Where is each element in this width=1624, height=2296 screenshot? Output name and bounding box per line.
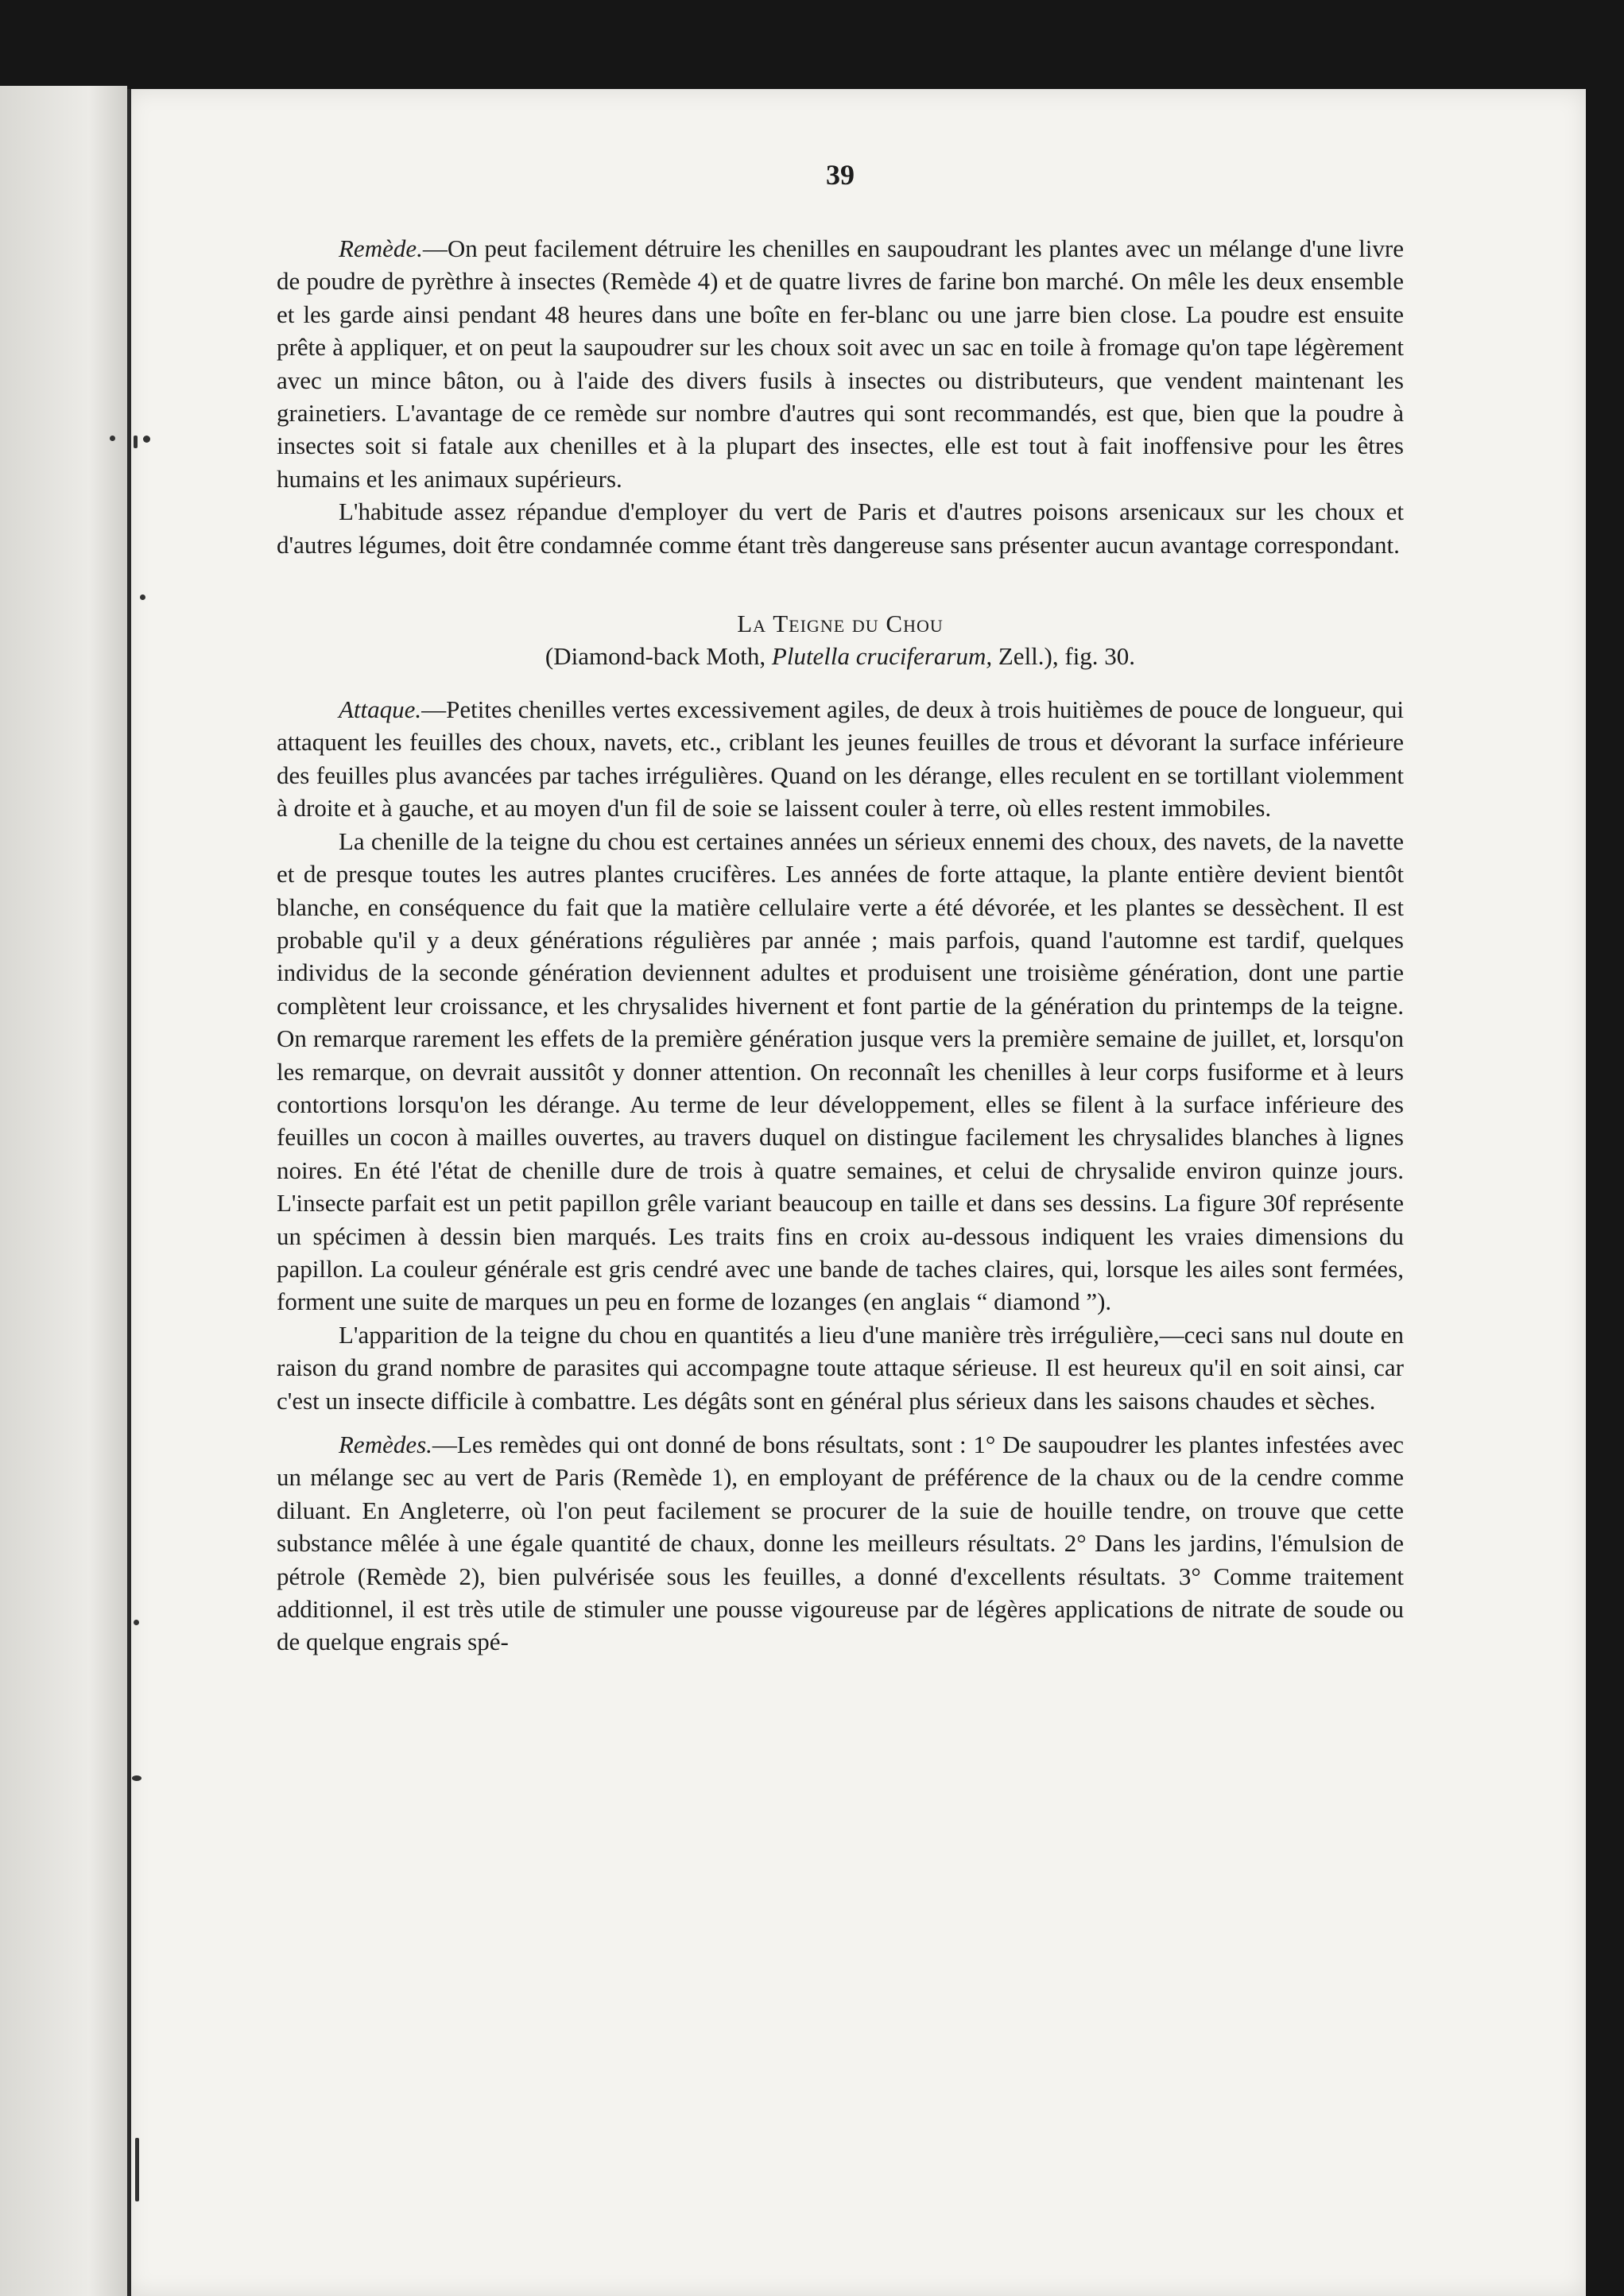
scan-speck	[134, 1620, 139, 1625]
apparition-paragraph: L'apparition de la teigne du chou en quantités a lieu d'une manière très irrégulière,—ceci sans nul doute en raison du grand nombre de parasites qui accompagne toute attaque sérieuse. Il est heureux qu'il en soit ainsi, car c'est un insecte difficile à combattre. Les dégâts sont en général plus sérieux dans les saisons chaudes et sèches.	[277, 1320, 1404, 1415]
section-subtitle	[277, 640, 1404, 672]
page-content	[277, 159, 1404, 1659]
attaque-label: Attaque.	[339, 695, 422, 724]
species-name: Plutella cruciferarum,	[771, 642, 993, 671]
remede-label: Remède.	[339, 234, 423, 262]
scan-speck	[134, 436, 138, 448]
section-title: La Teigne du Chou	[737, 610, 944, 638]
remedes-label: Remèdes.	[339, 1431, 432, 1458]
scan-speck	[140, 594, 145, 600]
facing-page-edge	[0, 86, 127, 2296]
remede-text: —On peut facilement détruire les chenilles en saupoudrant les plantes avec un mélange d'une livre de poudre de pyrèthre à insectes (Remède 4) et de quatre livres de farine bon marché. On mêle les deux ensemble et les garde ainsi pendant 48 heures dans une boîte en fer-blanc ou une jarre bien close. La poudre est ensuite prête à appliquer, et on peut la saupoudrer sur les choux soit avec un sac en toile à fromage qu'on tape légèrement avec un mince bâton, ou à l'aide des divers fusils à insectes ou distributeurs, que vendent maintenant les grainetiers. L'avantage de ce remède sur nombre d'autres qui sont recommandés, est que, bien que la poudre à insectes soit si fatale aux chenilles et à la plupart des insectes, elle est tout à fait inoffensive pour les êtres humains et les animaux supérieurs.	[277, 234, 1404, 493]
attaque-text: —Petites chenilles vertes excessivement agiles, de deux à trois huitièmes de pouce de longueur, qui attaquent les feuilles des choux, navets, etc., criblant les jeunes feuilles de trous et dévorant la surface inférieure des feuilles plus avancées par taches irrégulières. Quand on les dérange, elles reculent en se tortillant violemment à droite et à gauche, et au moyen d'un fil de soie se laissent couler à terre, où elles restent immobiles.	[277, 695, 1404, 823]
section-heading	[277, 607, 1404, 672]
remedes-text: —Les remèdes qui ont donné de bons résultats, sont : 1° De saupoudrer les plantes infestées avec un mélange sec au vert de Paris (Remède 1), en employant de préférence de la chaux ou de la cendre comme diluant. En Angleterre, où l'on peut facilement se procurer de la suie de houille tendre, on trouve que cette substance mêlée à une égale quantité de chaux, donne les meilleurs résultats. 2° Dans les jardins, l'émulsion de pétrole (Remède 2), bien pulvérisée sous les feuilles, a donné d'excellents résultats. 3° Comme traitement additionnel, il est très utile de stimuler une pousse vigoureuse par de légères applications de nitrate de soude ou de quelque engrais spé-	[277, 1431, 1404, 1656]
subtitle-prefix: (Diamond-back Moth,	[545, 642, 772, 671]
scan-speck	[135, 2138, 139, 2201]
scan-speck	[110, 436, 115, 441]
scan-speck	[143, 436, 150, 443]
remedes-paragraph	[277, 1428, 1404, 1659]
scan-speck	[132, 1775, 141, 1781]
page-number: 39	[826, 159, 855, 191]
subtitle-suffix: Zell.), fig. 30.	[992, 642, 1136, 671]
arsenic-paragraph: L'habitude assez répandue d'employer du vert de Paris et d'autres poisons arsenicaux sur les choux et d'autres légumes, doit être condamnée comme étant très dangereuse sans présenter aucun avantage correspondant.	[277, 498, 1404, 559]
page-spine-shadow	[127, 89, 131, 2296]
chenille-paragraph: La chenille de la teigne du chou est certaines années un sérieux ennemi des choux, des navets, de la navette et de presque toutes les autres plantes crucifères. Les années de forte attaque, la plante entière devient bientôt blanche, en conséquence du fait que la matière cellulaire verte a été dévorée, et les plantes se dessèchent. Il est probable qu'il y a deux générations régulières par année ; mais parfois, quand l'automne est tardif, quelques individus de la seconde génération deviennent adultes et produisent une troisième génération, dont une partie complètent leur croissance, et les chrysalides hivernent et font partie de la génération du printemps de la teigne. On remarque rarement les effets de la première génération jusque vers la première semaine de juillet, et, lorsqu'on les remarque, on devrait aussitôt y donner attention. On reconnaît les chenilles à leur corps fusiforme et à leurs contortions lorsqu'on les dérange. Au terme de leur développement, elles se filent à la surface inférieure des feuilles un cocon à mailles ouvertes, au travers duquel on distingue facilement les chrysalides blanches à lignes noires. En été l'état de chenille dure de trois à quatre semaines, et celui de chrysalide environ quinze jours. L'insecte parfait est un petit papillon grêle variant beaucoup en taille et dans ses dessins. La figure 30f représente un spécimen à dessin bien marqués. Les traits fins en croix au-dessous indiquent les vraies dimensions du papillon. La couleur générale est gris cendré avec une bande de taches claires, qui, lorsque les ailes sont fermées, forment une suite de marques un peu en forme de lozanges (en anglais “ diamond ”).	[277, 827, 1404, 1316]
remede-paragraph	[277, 232, 1404, 495]
attaque-paragraph	[277, 693, 1404, 825]
